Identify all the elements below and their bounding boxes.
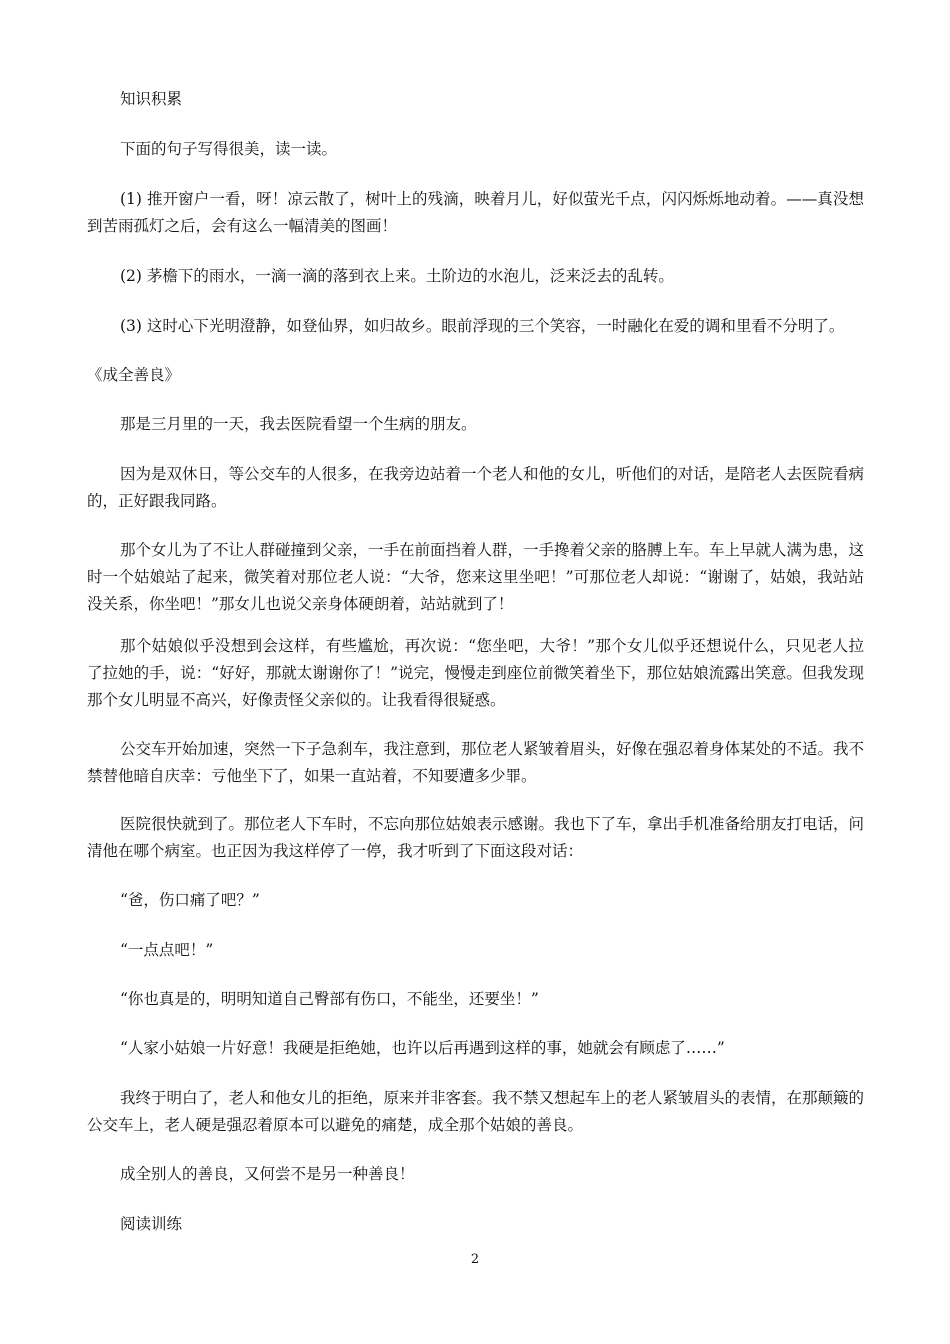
dialogue-line: “爸，伤口痛了吧？” [120, 891, 260, 909]
sentence-3: (3) 这时心下光明澄静，如登仙界，如归故乡。眼前浮现的三个笑容，一时融化在爱的调和里看不分明了。 [120, 317, 845, 335]
story-paragraph: 那个女儿为了不让人群碰撞到父亲，一手在前面挡着人群，一手搀着父亲的胳膊上车。车上早就人满为患，这时一个姑娘站了起来，微笑着对那位老人说：“大爷，您来这里坐吧！”可那位老人却说：“谢谢了，姑娘，我站站没关系，你坐吧！”那女儿也说父亲身体硬朗着，站站就到了！ [87, 541, 865, 613]
dialogue-line: “你也真是的，明明知道自己臀部有伤口，不能坐，还要坐！” [120, 990, 539, 1008]
story-paragraph: 我终于明白了，老人和他女儿的拒绝，原来并非客套。我不禁又想起车上的老人紧皱眉头的表情，在那颠簸的公交车上，老人硬是强忍着原本可以避免的痛楚，成全那个姑娘的善良。 [87, 1089, 865, 1134]
intro-text: 下面的句子写得很美，读一读。 [120, 140, 338, 158]
story-paragraph: 因为是双休日，等公交车的人很多，在我旁边站着一个老人和他的女儿，听他们的对话，是陪老人去医院看病的，正好跟我同路。 [87, 465, 865, 510]
exercise-heading: 阅读训练 [120, 1215, 183, 1233]
dialogue-line: “人家小姑娘一片好意！我硬是拒绝她，也许以后再遇到这样的事，她就会有顾虑了……” [120, 1039, 725, 1057]
section-heading: 知识积累 [120, 90, 183, 108]
story-paragraph: 那个姑娘似乎没想到会这样，有些尴尬，再次说：“您坐吧，大爷！”那个女儿似乎还想说什么，只见老人拉了拉她的手，说：“好好，那就太谢谢你了！”说完，慢慢走到座位前微笑着坐下，那位姑娘流露出笑意。但我发现那个女儿明显不高兴，好像责怪父亲似的。让我看得很疑惑。 [87, 637, 864, 709]
story-title: 《成全善良》 [87, 366, 181, 384]
story-paragraph: 医院很快就到了。那位老人下车时，不忘向那位姑娘表示感谢。我也下了车，拿出手机准备给朋友打电话，问清他在哪个病室。也正因为我这样停了一停，我才听到了下面这段对话： [87, 815, 865, 860]
dialogue-line: “一点点吧！” [120, 941, 214, 959]
page-number: 2 [470, 1252, 480, 1267]
story-conclusion: 成全别人的善良，又何尝不是另一种善良！ [120, 1165, 415, 1183]
sentence-1: (1) 推开窗户一看，呀！凉云散了，树叶上的残滴，映着月儿，好似萤光千点，闪闪烁烁地动着。——真没想到苦雨孤灯之后，会有这么一幅清美的图画！ [87, 190, 864, 235]
story-paragraph: 那是三月里的一天，我去医院看望一个生病的朋友。 [120, 415, 477, 433]
story-paragraph: 公交车开始加速，突然一下子急刹车，我注意到，那位老人紧皱着眉头，好像在强忍着身体某处的不适。我不禁替他暗自庆幸：亏他坐下了，如果一直站着，不知要遭多少罪。 [87, 740, 865, 785]
sentence-2: (2) 茅檐下的雨水，一滴一滴的落到衣上来。土阶边的水泡儿，泛来泛去的乱转。 [120, 267, 674, 285]
